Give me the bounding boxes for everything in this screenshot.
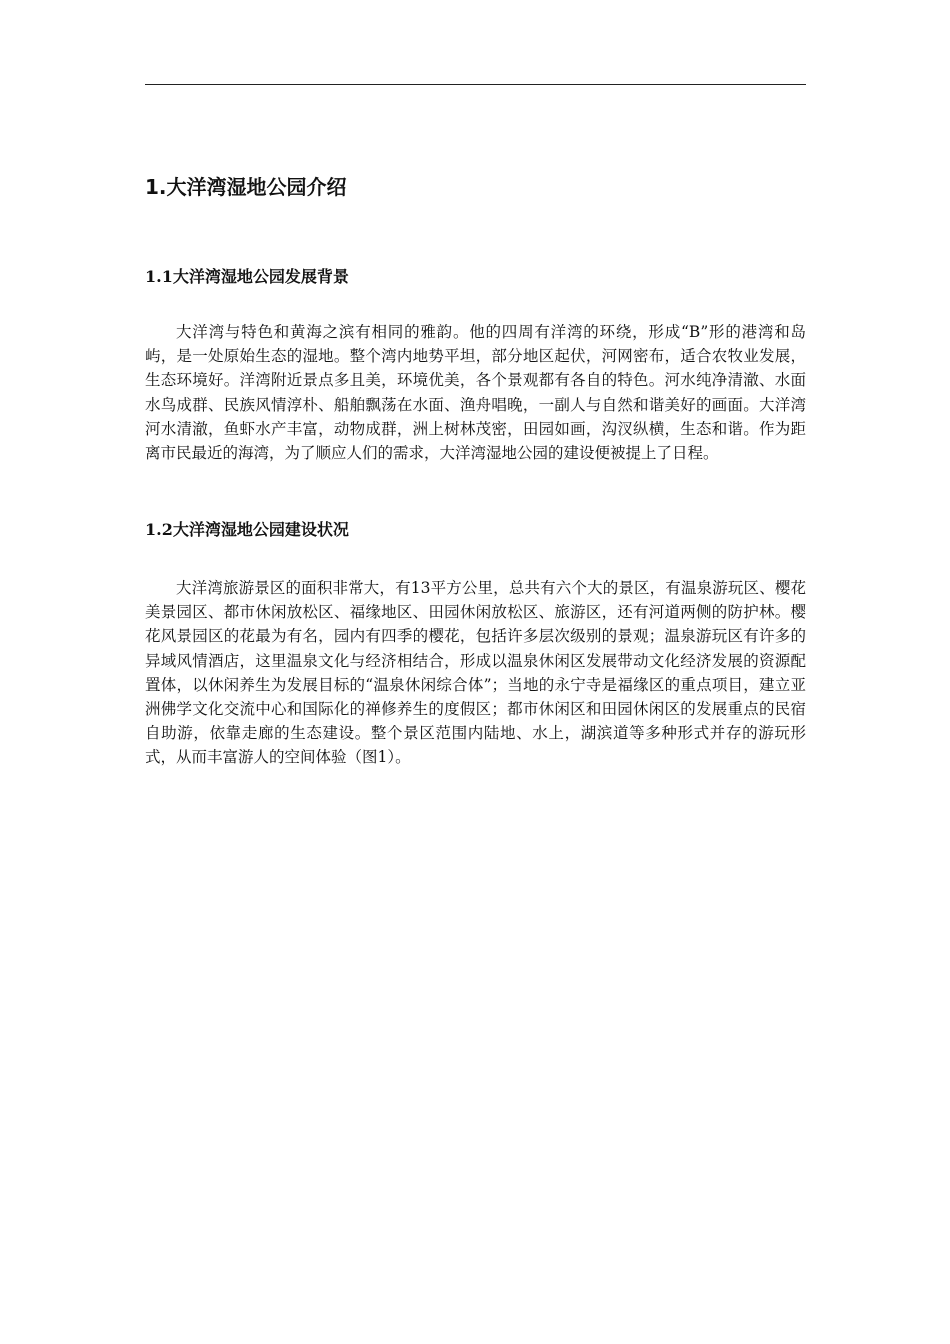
section-paragraph-construction: 大洋湾旅游景区的面积非常大，有13平方公里，总共有六个大的景区，有温泉游玩区、樱花美景园区、都市休闲放松区、福缘地区、田园休闲放松区、旅游区，还有河道两侧的防护林。樱花风景园区的花最为有名，园内有四季的樱花，包括许多层次级别的景观；温泉游玩区有许多的异域风情酒店，这里温泉文化与经济相结合，形成以温泉休闲区发展带动文化经济发展的资源配置体，以休闲养生为发展目标的“温泉休闲综合体”；当地的永宁寺是福缘区的重点项目，建立亚洲佛学文化交流中心和国际化的禅修养生的度假区；都市休闲区和田园休闲区的发展重点的民宿自助游，依靠走廊的生态建设。整个景区范围内陆地、水上，湖滨道等多种形式并存的游玩形式，从而丰富游人的空间体验（图1）。 (145, 579, 806, 767)
header-rule (145, 84, 806, 85)
section-heading-construction: 1.2大洋湾湿地公园建设状况 (145, 520, 349, 539)
chapter-title: 1.大洋湾湿地公园介绍 (145, 175, 347, 199)
section-heading-background: 1.1大洋湾湿地公园发展背景 (145, 267, 349, 286)
section-paragraph-background: 大洋湾与特色和黄海之滨有相同的雅韵。他的四周有洋湾的环绕，形成“B”形的港湾和岛屿，是一处原始生态的湿地。整个湾内地势平坦，部分地区起伏，河网密布，适合农牧业发展，生态环境好。洋湾附近景点多且美，环境优美，各个景观都有各自的特色。河水纯净清澈、水面水鸟成群、民族风情淳朴、船舶飘荡在水面、渔舟唱晚，一副人与自然和谐美好的画面。大洋湾河水清澈，鱼虾水产丰富，动物成群，洲上树林茂密，田园如画，沟汊纵横，生态和谐。作为距离市民最近的海湾，为了顺应人们的需求，大洋湾湿地公园的建设便被提上了日程。 (145, 323, 806, 463)
